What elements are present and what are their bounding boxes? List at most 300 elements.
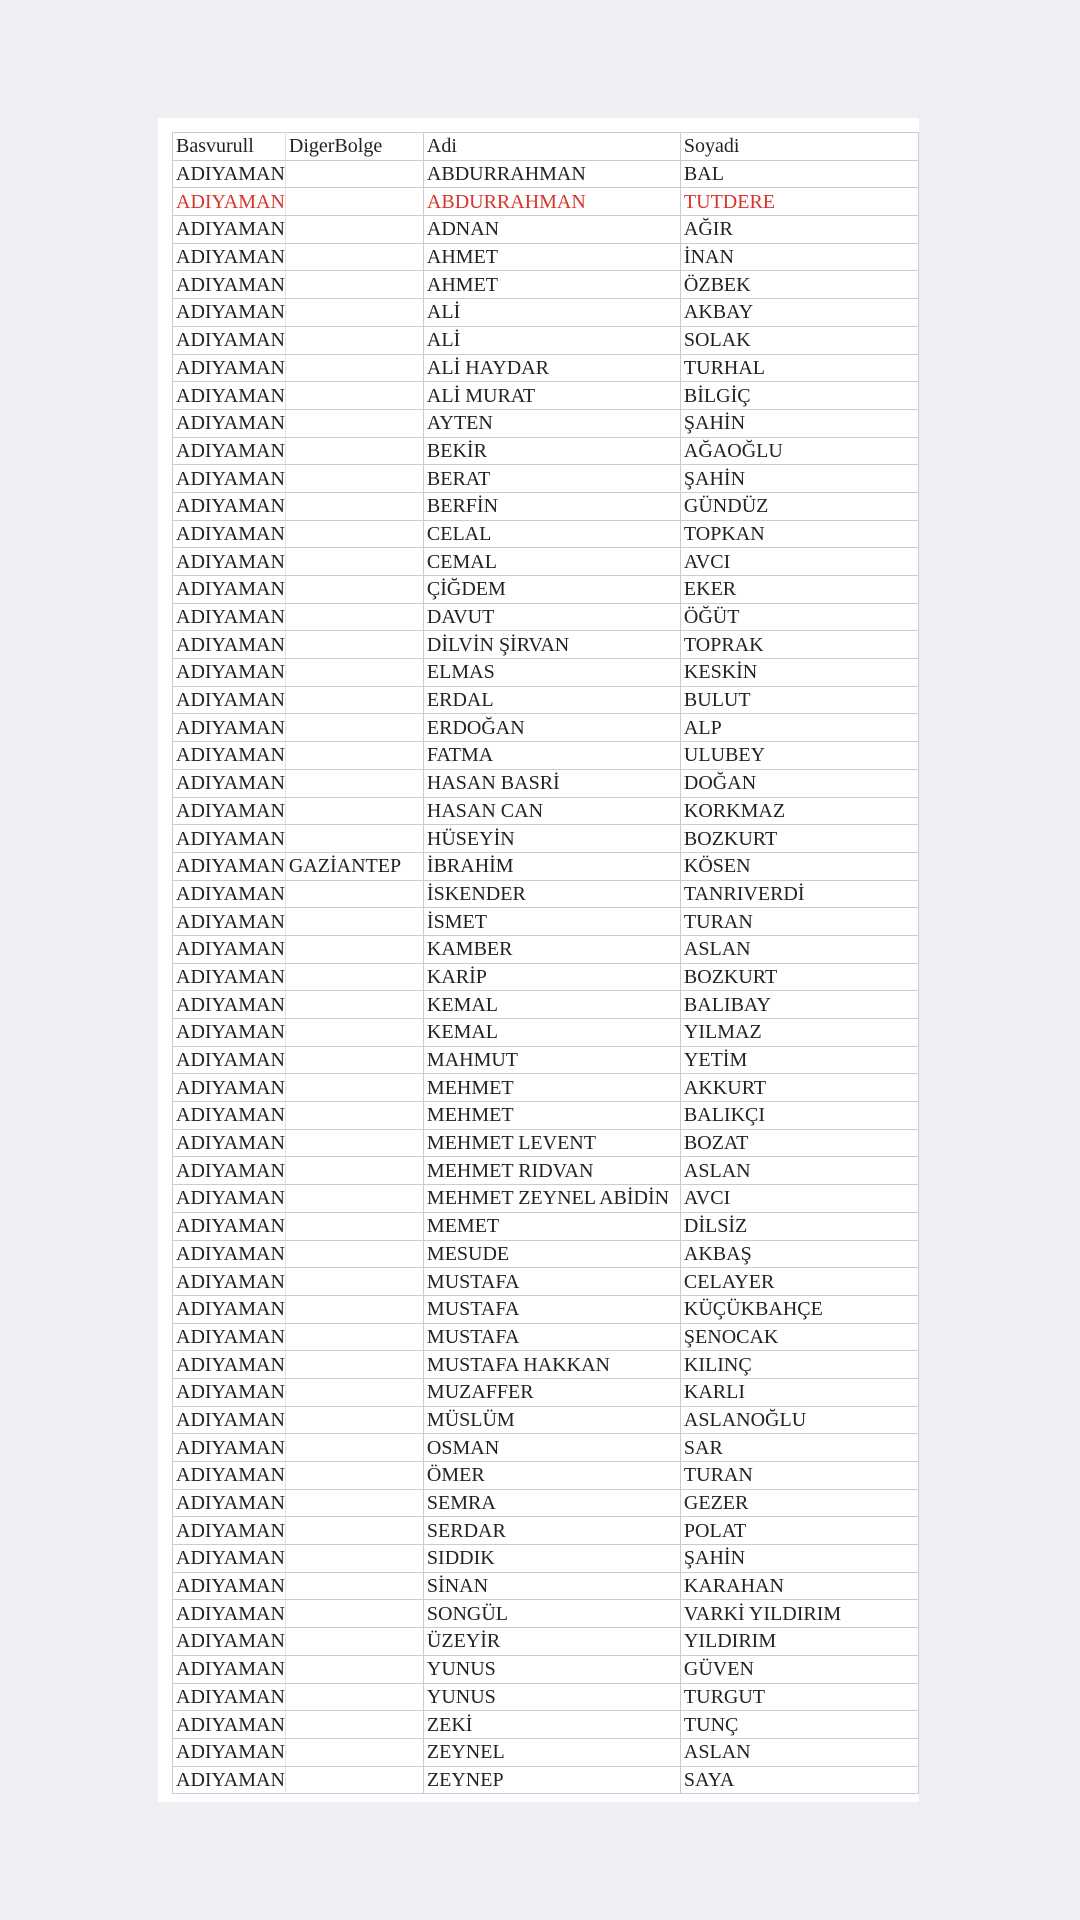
region-cell: ADIYAMAN [173,880,286,908]
other-region-cell [285,1157,423,1185]
table-row [173,963,919,991]
other-region-cell [285,1738,423,1766]
last-name-cell: VARKİ YILDIRIM [680,1600,918,1628]
region-cell: ADIYAMAN [173,1295,286,1323]
other-region-cell [285,354,423,382]
table-row [173,1600,919,1628]
last-name-cell: AVCI [680,1185,918,1213]
last-name-cell: TURAN [680,1462,918,1490]
region-cell: ADIYAMAN [173,852,286,880]
region-cell: ADIYAMAN [173,1046,286,1074]
first-name-cell: ALİ [423,326,680,354]
last-name-cell: EKER [680,576,918,604]
other-region-cell [285,1489,423,1517]
region-cell: ADIYAMAN [173,1323,286,1351]
region-cell: ADIYAMAN [173,825,286,853]
other-region-cell [285,382,423,410]
first-name-cell: MEHMET ZEYNEL ABİDİN [423,1185,680,1213]
first-name-cell: YUNUS [423,1655,680,1683]
other-region-cell [285,963,423,991]
first-name-cell: SIDDIK [423,1545,680,1573]
region-cell: ADIYAMAN [173,714,286,742]
region-cell: ADIYAMAN [173,188,286,216]
first-name-cell: SİNAN [423,1572,680,1600]
other-region-cell [285,659,423,687]
header-row [173,133,919,161]
other-region-cell [285,548,423,576]
region-cell: ADIYAMAN [173,1489,286,1517]
first-name-cell: ZEYNEP [423,1766,680,1794]
table-row [173,1351,919,1379]
first-name-cell: ALİ HAYDAR [423,354,680,382]
table-row [173,409,919,437]
first-name-cell: OSMAN [423,1434,680,1462]
table-row [173,1738,919,1766]
other-region-cell [285,603,423,631]
last-name-cell: KORKMAZ [680,797,918,825]
first-name-cell: SEMRA [423,1489,680,1517]
region-cell: ADIYAMAN [173,1019,286,1047]
table-row [173,1406,919,1434]
other-region-cell [285,409,423,437]
first-name-cell: AHMET [423,243,680,271]
region-cell: ADIYAMAN [173,548,286,576]
last-name-cell: ULUBEY [680,742,918,770]
last-name-cell: SAYA [680,1766,918,1794]
last-name-cell: TUNÇ [680,1711,918,1739]
table-row [173,1240,919,1268]
other-region-cell [285,326,423,354]
last-name-cell: BALIBAY [680,991,918,1019]
last-name-cell: AVCI [680,548,918,576]
table-row [173,1019,919,1047]
table-row [173,1628,919,1656]
table-row [173,216,919,244]
table-row [173,382,919,410]
last-name-cell: GÜVEN [680,1655,918,1683]
other-region-cell [285,1711,423,1739]
last-name-cell: ŞENOCAK [680,1323,918,1351]
last-name-cell: TURAN [680,908,918,936]
first-name-cell: KARİP [423,963,680,991]
region-cell: ADIYAMAN [173,382,286,410]
table-row [173,908,919,936]
other-region-cell [285,1102,423,1130]
first-name-cell: ÇİĞDEM [423,576,680,604]
table-row [173,659,919,687]
last-name-cell: ŞAHİN [680,409,918,437]
region-cell: ADIYAMAN [173,409,286,437]
header-soyadi: Soyadi [680,133,918,161]
last-name-cell: KILINÇ [680,1351,918,1379]
first-name-cell: MEHMET [423,1102,680,1130]
last-name-cell: ALP [680,714,918,742]
region-cell: ADIYAMAN [173,1572,286,1600]
table-row [173,852,919,880]
other-region-cell [285,797,423,825]
table-row [173,1489,919,1517]
other-region-cell [285,271,423,299]
first-name-cell: HASAN CAN [423,797,680,825]
other-region-cell [285,1434,423,1462]
region-cell: ADIYAMAN [173,631,286,659]
first-name-cell: ZEKİ [423,1711,680,1739]
last-name-cell: KARLI [680,1378,918,1406]
first-name-cell: MUSTAFA HAKKAN [423,1351,680,1379]
first-name-cell: İSKENDER [423,880,680,908]
table-row [173,1766,919,1794]
last-name-cell: BOZAT [680,1129,918,1157]
other-region-cell [285,160,423,188]
other-region-cell [285,492,423,520]
other-region-cell [285,1683,423,1711]
region-cell: ADIYAMAN [173,1406,286,1434]
table-row [173,271,919,299]
other-region-cell [285,188,423,216]
region-cell: ADIYAMAN [173,742,286,770]
table-row [173,520,919,548]
first-name-cell: ADNAN [423,216,680,244]
header-adi: Adi [423,133,680,161]
other-region-cell [285,880,423,908]
table-row [173,1157,919,1185]
first-name-cell: CEMAL [423,548,680,576]
last-name-cell: TURHAL [680,354,918,382]
first-name-cell: ÜZEYİR [423,1628,680,1656]
table-row [173,686,919,714]
last-name-cell: TANRIVERDİ [680,880,918,908]
table-row [173,160,919,188]
other-region-cell [285,1600,423,1628]
last-name-cell: BOZKURT [680,963,918,991]
first-name-cell: KAMBER [423,935,680,963]
first-name-cell: BEKİR [423,437,680,465]
first-name-cell: ZEYNEL [423,1738,680,1766]
table-row [173,1074,919,1102]
other-region-cell [285,1766,423,1794]
table-row [173,1046,919,1074]
other-region-cell [285,1240,423,1268]
other-region-cell: GAZİANTEP [285,852,423,880]
first-name-cell: DAVUT [423,603,680,631]
region-cell: ADIYAMAN [173,769,286,797]
first-name-cell: MÜSLÜM [423,1406,680,1434]
region-cell: ADIYAMAN [173,991,286,1019]
last-name-cell: AĞIR [680,216,918,244]
other-region-cell [285,714,423,742]
name-table [172,132,919,1794]
region-cell: ADIYAMAN [173,354,286,382]
first-name-cell: KEMAL [423,991,680,1019]
table-row [173,548,919,576]
table-row [173,299,919,327]
first-name-cell: MEMET [423,1212,680,1240]
other-region-cell [285,243,423,271]
region-cell: ADIYAMAN [173,1074,286,1102]
region-cell: ADIYAMAN [173,603,286,631]
first-name-cell: MUSTAFA [423,1268,680,1296]
spreadsheet-page [158,118,919,1802]
table-row [173,326,919,354]
other-region-cell [285,437,423,465]
table-row [173,465,919,493]
first-name-cell: SONGÜL [423,1600,680,1628]
other-region-cell [285,1295,423,1323]
region-cell: ADIYAMAN [173,1157,286,1185]
other-region-cell [285,1074,423,1102]
table-row [173,880,919,908]
region-cell: ADIYAMAN [173,1517,286,1545]
other-region-cell [285,1212,423,1240]
first-name-cell: BERAT [423,465,680,493]
first-name-cell: CELAL [423,520,680,548]
other-region-cell [285,1129,423,1157]
table-row [173,1462,919,1490]
table-row [173,714,919,742]
region-cell: ADIYAMAN [173,686,286,714]
last-name-cell: YILMAZ [680,1019,918,1047]
first-name-cell: MAHMUT [423,1046,680,1074]
first-name-cell: BERFİN [423,492,680,520]
last-name-cell: ASLAN [680,1157,918,1185]
region-cell: ADIYAMAN [173,1129,286,1157]
first-name-cell: AYTEN [423,409,680,437]
last-name-cell: İNAN [680,243,918,271]
last-name-cell: ŞAHİN [680,465,918,493]
table-row [173,1683,919,1711]
other-region-cell [285,465,423,493]
last-name-cell: POLAT [680,1517,918,1545]
other-region-cell [285,935,423,963]
first-name-cell: AHMET [423,271,680,299]
region-cell: ADIYAMAN [173,1545,286,1573]
last-name-cell: KARAHAN [680,1572,918,1600]
other-region-cell [285,631,423,659]
table-body [173,160,919,1794]
other-region-cell [285,908,423,936]
other-region-cell [285,1351,423,1379]
first-name-cell: KEMAL [423,1019,680,1047]
last-name-cell: GEZER [680,1489,918,1517]
other-region-cell [285,1185,423,1213]
other-region-cell [285,299,423,327]
last-name-cell: AĞAOĞLU [680,437,918,465]
last-name-cell: BAL [680,160,918,188]
other-region-cell [285,1628,423,1656]
region-cell: ADIYAMAN [173,1434,286,1462]
last-name-cell: SAR [680,1434,918,1462]
last-name-cell: BOZKURT [680,825,918,853]
table-row [173,1129,919,1157]
first-name-cell: DİLVİN ŞİRVAN [423,631,680,659]
region-cell: ADIYAMAN [173,437,286,465]
region-cell: ADIYAMAN [173,326,286,354]
region-cell: ADIYAMAN [173,1268,286,1296]
other-region-cell [285,1517,423,1545]
region-cell: ADIYAMAN [173,1351,286,1379]
table-row [173,1517,919,1545]
first-name-cell: ERDAL [423,686,680,714]
last-name-cell: ASLAN [680,1738,918,1766]
table-row [173,354,919,382]
table-row [173,437,919,465]
region-cell: ADIYAMAN [173,1600,286,1628]
table-row [173,603,919,631]
other-region-cell [285,742,423,770]
other-region-cell [285,520,423,548]
table-row [173,1711,919,1739]
last-name-cell: ASLANOĞLU [680,1406,918,1434]
other-region-cell [285,1268,423,1296]
other-region-cell [285,576,423,604]
other-region-cell [285,1572,423,1600]
last-name-cell: AKKURT [680,1074,918,1102]
last-name-cell: ŞAHİN [680,1545,918,1573]
last-name-cell: TOPRAK [680,631,918,659]
first-name-cell: HÜSEYİN [423,825,680,853]
region-cell: ADIYAMAN [173,797,286,825]
first-name-cell: ALİ MURAT [423,382,680,410]
last-name-cell: BALIKÇI [680,1102,918,1130]
table-row [173,631,919,659]
first-name-cell: ABDURRAHMAN [423,188,680,216]
table-row [173,769,919,797]
table-row [173,991,919,1019]
region-cell: ADIYAMAN [173,299,286,327]
other-region-cell [285,1323,423,1351]
last-name-cell: CELAYER [680,1268,918,1296]
last-name-cell: ASLAN [680,935,918,963]
table-row [173,243,919,271]
first-name-cell: YUNUS [423,1683,680,1711]
last-name-cell: YETİM [680,1046,918,1074]
region-cell: ADIYAMAN [173,1738,286,1766]
other-region-cell [285,1378,423,1406]
other-region-cell [285,769,423,797]
last-name-cell: DİLSİZ [680,1212,918,1240]
region-cell: ADIYAMAN [173,520,286,548]
first-name-cell: MEHMET [423,1074,680,1102]
region-cell: ADIYAMAN [173,1378,286,1406]
first-name-cell: İSMET [423,908,680,936]
table-row [173,1655,919,1683]
last-name-cell: SOLAK [680,326,918,354]
table-row [173,1102,919,1130]
region-cell: ADIYAMAN [173,492,286,520]
region-cell: ADIYAMAN [173,1185,286,1213]
last-name-cell: KESKİN [680,659,918,687]
other-region-cell [285,1545,423,1573]
region-cell: ADIYAMAN [173,1240,286,1268]
table-row [173,1572,919,1600]
last-name-cell: AKBAY [680,299,918,327]
region-cell: ADIYAMAN [173,1766,286,1794]
first-name-cell: HASAN BASRİ [423,769,680,797]
region-cell: ADIYAMAN [173,963,286,991]
region-cell: ADIYAMAN [173,1711,286,1739]
table-row [173,1378,919,1406]
table-row [173,742,919,770]
first-name-cell: MEHMET RIDVAN [423,1157,680,1185]
region-cell: ADIYAMAN [173,1102,286,1130]
last-name-cell: TURGUT [680,1683,918,1711]
region-cell: ADIYAMAN [173,1628,286,1656]
table-row [173,1434,919,1462]
table-row [173,1185,919,1213]
other-region-cell [285,1019,423,1047]
region-cell: ADIYAMAN [173,1683,286,1711]
region-cell: ADIYAMAN [173,271,286,299]
region-cell: ADIYAMAN [173,216,286,244]
first-name-cell: ALİ [423,299,680,327]
first-name-cell: ELMAS [423,659,680,687]
last-name-cell: KÜÇÜKBAHÇE [680,1295,918,1323]
region-cell: ADIYAMAN [173,465,286,493]
region-cell: ADIYAMAN [173,160,286,188]
other-region-cell [285,1406,423,1434]
region-cell: ADIYAMAN [173,659,286,687]
last-name-cell: TOPKAN [680,520,918,548]
first-name-cell: MUZAFFER [423,1378,680,1406]
table-row [173,1545,919,1573]
first-name-cell: SERDAR [423,1517,680,1545]
region-cell: ADIYAMAN [173,1655,286,1683]
table-row [173,1268,919,1296]
last-name-cell: BULUT [680,686,918,714]
table-row [173,1295,919,1323]
table-row [173,935,919,963]
table-row [173,492,919,520]
first-name-cell: İBRAHİM [423,852,680,880]
table-row [173,1323,919,1351]
first-name-cell: ÖMER [423,1462,680,1490]
last-name-cell: YILDIRIM [680,1628,918,1656]
header-basvurull: Basvurull [173,133,286,161]
header-digerbolge: DigerBolge [285,133,423,161]
other-region-cell [285,1462,423,1490]
first-name-cell: MEHMET LEVENT [423,1129,680,1157]
table-row [173,825,919,853]
table-row [173,797,919,825]
other-region-cell [285,1655,423,1683]
first-name-cell: ERDOĞAN [423,714,680,742]
region-cell: ADIYAMAN [173,243,286,271]
region-cell: ADIYAMAN [173,935,286,963]
first-name-cell: MESUDE [423,1240,680,1268]
other-region-cell [285,991,423,1019]
other-region-cell [285,1046,423,1074]
first-name-cell: ABDURRAHMAN [423,160,680,188]
last-name-cell: TUTDERE [680,188,918,216]
other-region-cell [285,825,423,853]
first-name-cell: FATMA [423,742,680,770]
region-cell: ADIYAMAN [173,908,286,936]
other-region-cell [285,686,423,714]
other-region-cell [285,216,423,244]
table-row [173,188,919,216]
last-name-cell: DOĞAN [680,769,918,797]
first-name-cell: MUSTAFA [423,1295,680,1323]
last-name-cell: GÜNDÜZ [680,492,918,520]
table-row [173,576,919,604]
last-name-cell: BİLGİÇ [680,382,918,410]
region-cell: ADIYAMAN [173,576,286,604]
last-name-cell: AKBAŞ [680,1240,918,1268]
first-name-cell: MUSTAFA [423,1323,680,1351]
region-cell: ADIYAMAN [173,1212,286,1240]
last-name-cell: ÖĞÜT [680,603,918,631]
table-row [173,1212,919,1240]
